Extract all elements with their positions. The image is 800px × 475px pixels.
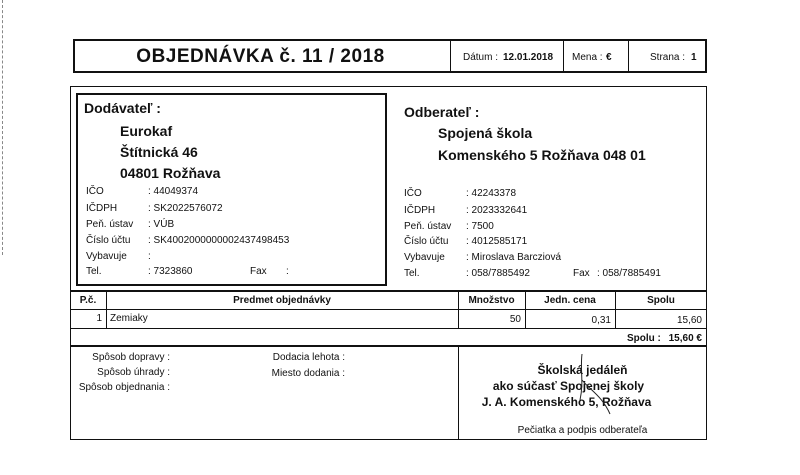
supplier-bank-value: : VÚB [148, 219, 175, 230]
page-label: Strana : [650, 52, 686, 63]
sum-value: 15,60 € [668, 333, 702, 344]
customer-account-value: : 4012585171 [466, 236, 528, 247]
divider [628, 40, 629, 72]
page-value: 1 [691, 52, 697, 63]
divider [563, 40, 564, 72]
customer-account-label: Číslo účtu [404, 236, 449, 247]
customer-icdph-value: : 2023332641 [466, 205, 528, 216]
customer-fax-value: : 058/7885491 [597, 268, 661, 279]
transport-label: Spôsob dopravy : [92, 352, 170, 363]
stamp-line-3: J. A. Komenského 5, Rožňava [481, 395, 652, 409]
supplier-tel-value: : 7323860 [148, 266, 193, 277]
stamp-line-1: Školská jedáleň [537, 363, 628, 377]
supplier-account-label: Číslo účtu [86, 235, 131, 246]
supplier-account-value: : SK4002000000002437498453 [148, 235, 290, 246]
customer-contact-value: : Miroslava Barcziová [466, 252, 562, 263]
customer-name: Spojená škola [438, 125, 533, 141]
divider [450, 40, 451, 72]
supplier-fax-value: : [286, 266, 289, 277]
col-header-num: P.č. [79, 295, 97, 306]
supplier-city: 04801 Rožňava [120, 165, 221, 181]
payment-label: Spôsob úhrady : [97, 367, 170, 378]
customer-ico-value: : 42243378 [466, 188, 517, 199]
supplier-contact-label: Vybavuje [86, 251, 127, 262]
customer-heading: Odberateľ : [404, 104, 480, 120]
customer-tel-value: : 058/7885492 [466, 268, 530, 279]
customer-tel-label: Tel. [404, 268, 420, 279]
supplier-heading: Dodávateľ : [84, 100, 161, 116]
stamp-line-2: ako súčasť Spojenej školy [492, 379, 645, 393]
customer-bank-label: Peň. ústav [404, 221, 452, 232]
delivery-term-label: Dodacia lehota : [272, 352, 345, 363]
col-header-qty: Množstvo [468, 295, 515, 306]
supplier-ico-value: : 44049374 [148, 186, 199, 197]
row-item: Zemiaky [110, 313, 148, 324]
signature-label: Pečiatka a podpis odberateľa [517, 425, 648, 436]
row-total: 15,60 [676, 315, 702, 326]
col-header-item: Predmet objednávky [233, 295, 331, 306]
delivery-place-label: Miesto dodania : [271, 368, 345, 379]
col-header-total: Spolu [647, 295, 675, 306]
customer-contact-label: Vybavuje [404, 252, 445, 263]
supplier-icdph-label: IČDPH [86, 203, 118, 214]
col-header-unit: Jedn. cena [544, 295, 596, 306]
customer-address: Komenského 5 Rožňava 048 01 [438, 147, 646, 163]
currency-label: Mena : [572, 52, 603, 63]
supplier-bank-label: Peň. ústav [86, 219, 134, 230]
supplier-contact-value: : [148, 251, 151, 262]
customer-bank-value: : 7500 [466, 221, 494, 232]
currency-value: € [606, 52, 612, 63]
supplier-icdph-value: : SK2022576072 [148, 203, 223, 214]
row-num: 1 [96, 313, 102, 324]
customer-fax-label: Fax [573, 268, 590, 279]
supplier-street: Štítnická 46 [120, 144, 198, 160]
signature-mark [560, 350, 640, 420]
divider [70, 309, 707, 310]
supplier-fax-label: Fax [250, 266, 267, 277]
date-label: Dátum : [463, 52, 499, 63]
order-method-label: Spôsob objednania : [78, 382, 170, 393]
row-qty: 50 [509, 314, 521, 325]
supplier-name: Eurokaf [120, 123, 173, 139]
customer-ico-label: IČO [404, 188, 422, 199]
date-value: 12.01.2018 [503, 52, 554, 63]
supplier-tel-label: Tel. [86, 266, 102, 277]
sum-label: Spolu : [627, 333, 661, 344]
customer-icdph-label: IČDPH [404, 205, 436, 216]
row-unit: 0,31 [591, 315, 611, 326]
divider [70, 328, 707, 329]
supplier-ico-label: IČO [86, 186, 104, 197]
scan-edge [2, 0, 3, 255]
page-title: OBJEDNÁVKA č. 11 / 2018 [136, 46, 385, 67]
